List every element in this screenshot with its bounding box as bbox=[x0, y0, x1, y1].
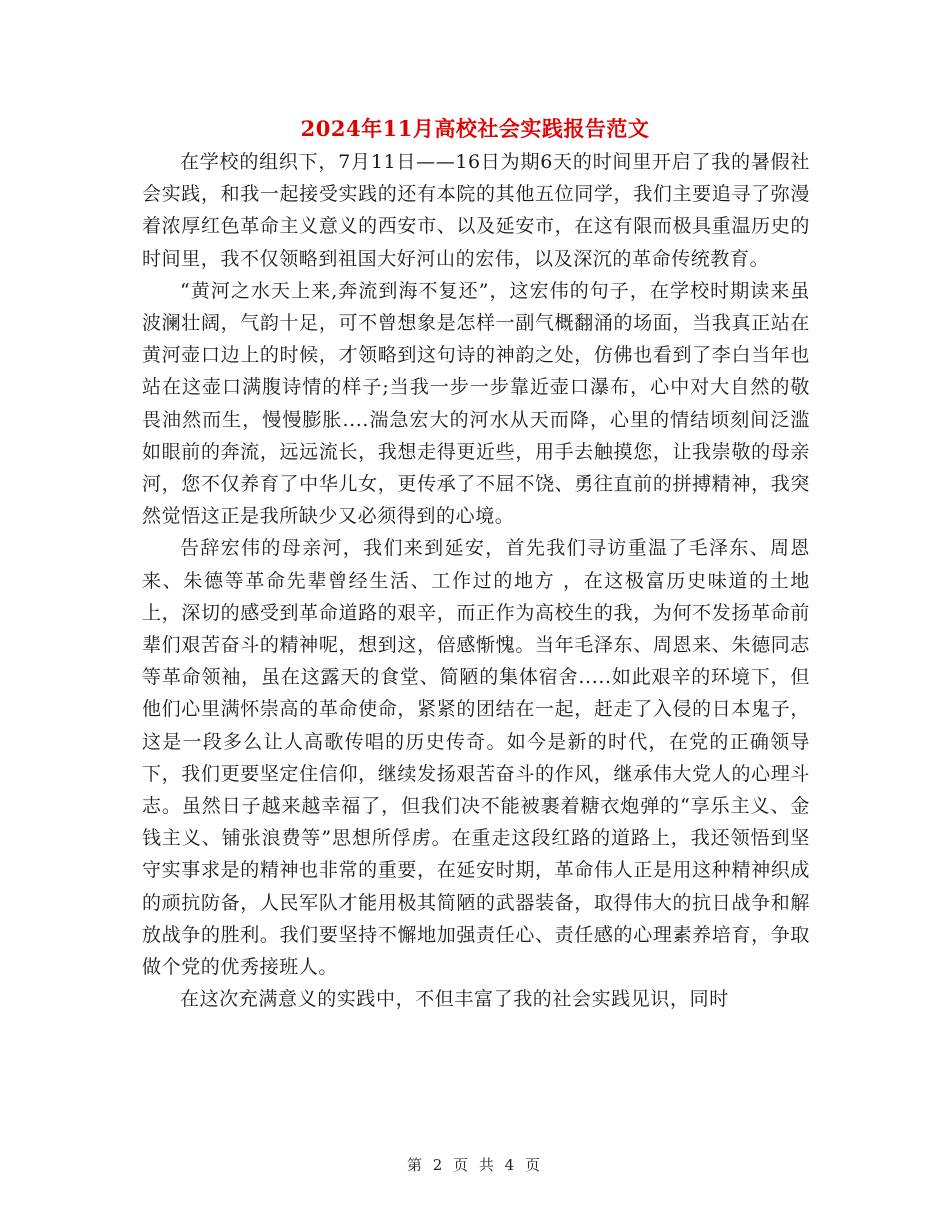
document-title: 2024年11月高校社会实践报告范文 bbox=[300, 116, 650, 141]
document-body bbox=[142, 146, 810, 1015]
paragraph-conclusion: 在这次充满意义的实践中，不但丰富了我的社会实践见识，同时 bbox=[180, 988, 729, 1011]
paragraph-yanan: 告辞宏伟的母亲河，我们来到延安，首先我们寻访重温了毛泽东、周恩来、朱德等革命先辈曾经生活、工作过的地方 ，在这极富历史味道的土地上，深切的感受到革命道路的艰辛，而正作为高校生的我，为何不发扬革命前辈们艰苦奋斗的精神呢，想到这，倍感惭愧。当年毛泽东、周恩来、朱德同志等革命领袖，虽在这露天的食堂、简陋的集体宿舍.....如此艰辛的环境下，但他们心里满怀崇高的革命使命，紧紧的团结在一起，赶走了入侵的日本鬼子，这是一段多么让人高歌传唱的历史传奇。如今是新的时代，在党的正确领导下，我们更要坚定住信仰，继续发扬艰苦奋斗的作风，继承伟大党人的心理斗志。虽然日子越来越幸福了，但我们决不能被裹着糖衣炮弹的“享乐主义、金钱主义、铺张浪费等”思想所俘虏。在重走这段红路的道路上，我还领悟到坚守实事求是的精神也非常的重要，在延安时期，革命伟人正是用这种精神织成的顽抗防备，人民军队才能用极其简陋的武器装备，取得伟大的抗日战争和解放战争的胜利。我们要坚持不懈地加强责任心、责任感的心理素养培育，争取做个党的优秀接班人。 bbox=[142, 537, 810, 979]
paragraph-yellow-river: “黄河之水天上来,奔流到海不复还”，这宏伟的句子，在学校时期读来虽波澜壮阔，气韵十足，可不曾想象是怎样一副气概翻涌的场面，当我真正站在黄河壶口边上的时候，才领略到这句诗的神韵之处，仿佛也看到了李白当年也站在这壶口满腹诗情的样子;当我一步一步靠近壶口瀑布，心中对大自然的敬畏油然而生，慢慢膨胀....湍急宏大的河水从天而降，心里的情结顷刻间泛滥如眼前的奔流，远远流长，我想走得更近些，用手去触摸您，让我崇敬的母亲河，您不仅养育了中华儿女，更传承了不屈不饶、勇往直前的拼搏精神，我突然觉悟这正是我所缺少又必须得到的心境。 bbox=[142, 279, 810, 528]
page-footer: 第 2 页 共 4 页 bbox=[407, 1156, 543, 1174]
paragraph-intro: 在学校的组织下，7月11日——16日为期6天的时间里开启了我的暑假社会实践，和我一起接受实践的还有本院的其他五位同学，我们主要追寻了弥漫着浓厚红色革命主义意义的西安市、以及延安市，在这有限而极具重温历史的时间里，我不仅领略到祖国大好河山的宏伟，以及深沉的革命传统教育。 bbox=[142, 151, 810, 270]
